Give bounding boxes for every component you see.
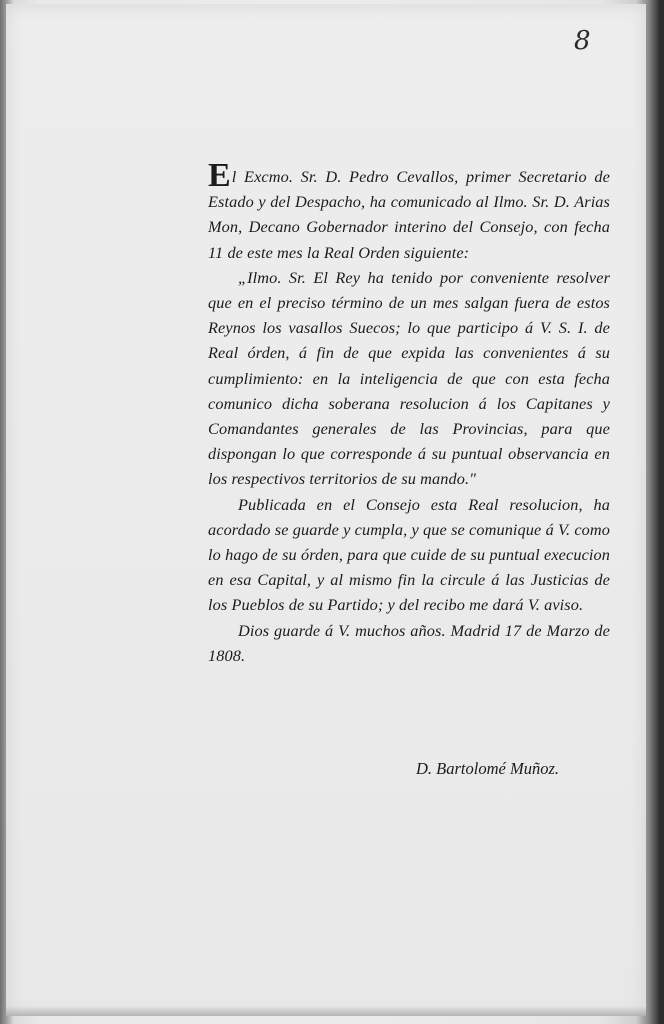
document-page xyxy=(6,4,646,1016)
publication-paragraph: Publicada en el Consejo esta Real resolucion, ha acordado se guarde y cumpla, y que se comunique á V. como lo hago de su órden, para que cuide de su puntual execucion en esa Capital, y al mismo fin la circule á las Justicias de los Pueblos de su Partido; y del recibo me dará V. aviso. xyxy=(208,494,610,615)
closing-paragraph: Dios guarde á V. muchos años. Madrid 17 de Marzo de 1808. xyxy=(208,620,610,665)
letter-body xyxy=(208,157,610,668)
opening-text: l Excmo. Sr. D. Pedro Cevallos, primer Secretario de Estado y del Despacho, ha comunicado al Ilmo. Sr. D. Arias Mon, Decano Gobernador interino del Consejo, con fecha 11 de este mes la Real Orden siguiente: xyxy=(208,167,610,262)
drop-cap: E xyxy=(208,157,231,194)
royal-order-paragraph: „Ilmo. Sr. El Rey ha tenido por conveniente resolver que en el preciso término de un mes salgan fuera de estos Reynos los vasallos Suecos; lo que participo á V. S. I. de Real órden, á fin de que expida las convenientes á su cumplimiento: en la inteligencia de que con esta fecha comunico dicha soberana resolucion á los Capitanes y Comandantes generales de las Provincias, para que dispongan lo que corresponde á su puntual observancia en los respectivos territorios de su mando." xyxy=(208,267,610,489)
page-number: 8 xyxy=(574,26,591,56)
opening-paragraph xyxy=(208,157,610,265)
signature: D. Bartolomé Muñoz. xyxy=(416,759,559,778)
